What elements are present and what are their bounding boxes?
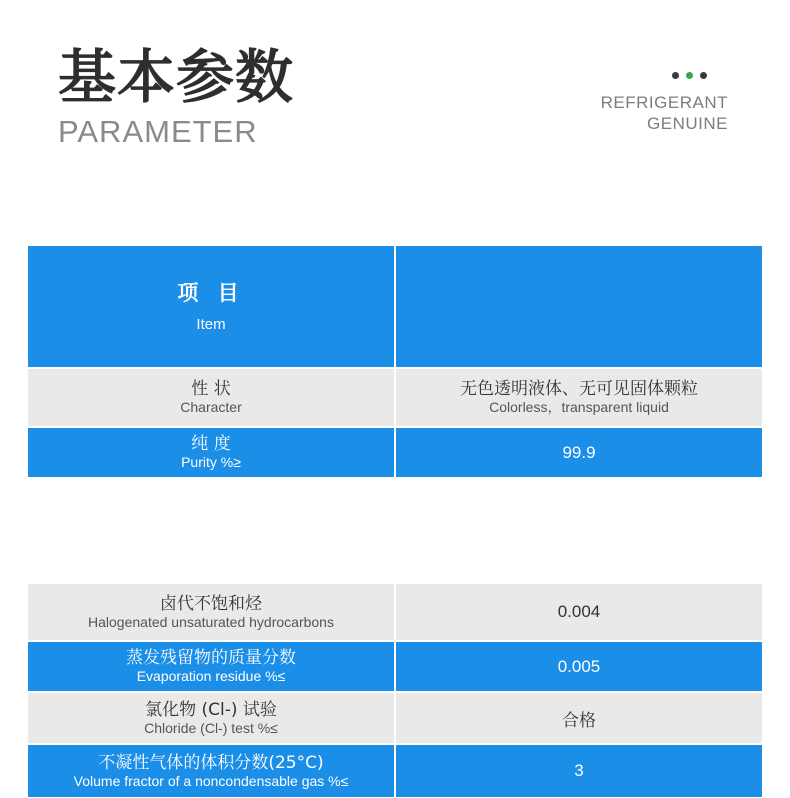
row-value: 3 <box>574 761 584 780</box>
row-label-cn: 不凝性气体的体积分数(25°C) <box>98 752 324 773</box>
row-label-cn: 卤代不饱和烃 <box>160 593 262 614</box>
row-value-en: Colorless，transparent liquid <box>489 399 669 415</box>
row-label-en: Volume fractor of a noncondensable gas %≤ <box>73 772 349 789</box>
dot-icon <box>700 72 707 79</box>
row-value-cell <box>396 369 762 426</box>
row-label-cell <box>28 584 394 640</box>
row-label-cell <box>28 693 394 743</box>
header-label-cn: 项 目 <box>177 281 245 305</box>
row-label-cell <box>28 369 394 426</box>
table-row <box>28 745 762 797</box>
header-label-cell <box>28 246 394 367</box>
table-row <box>28 584 762 640</box>
row-label-cell <box>28 428 394 477</box>
brand-line-1: REFRIGERANT <box>600 93 728 112</box>
row-value-cell <box>396 584 762 640</box>
header-label-en: Item <box>196 316 226 333</box>
decorative-dots <box>672 72 707 79</box>
row-value-cell <box>396 693 762 743</box>
row-label-en: Chloride (Cl-) test %≤ <box>144 719 278 736</box>
row-label-en: Halogenated unsaturated hydrocarbons <box>88 613 334 630</box>
row-label-cn: 蒸发残留物的质量分数 <box>126 648 296 668</box>
table-header-row <box>28 246 762 367</box>
parameter-table-1 <box>28 246 762 477</box>
table-row <box>28 642 762 691</box>
row-value: 99.9 <box>562 442 596 462</box>
row-value-cn: 无色透明液体、无可见固体颗粒 <box>460 379 698 399</box>
row-label-cn: 氯化物 (Cl-) 试验 <box>145 699 277 720</box>
row-value-cell <box>396 745 762 797</box>
row-label-en: Purity %≥ <box>181 454 241 470</box>
table-row <box>28 428 762 477</box>
row-label-cell <box>28 745 394 797</box>
table-row <box>28 369 762 426</box>
row-label-cn: 纯 度 <box>191 434 231 454</box>
row-label-en: Character <box>180 399 242 415</box>
row-value: 0.005 <box>557 656 601 676</box>
dot-icon <box>672 72 679 79</box>
dot-icon <box>686 72 693 79</box>
page-title-en: PARAMETER <box>58 114 258 149</box>
brand-line-2: GENUINE <box>647 114 728 133</box>
page-title-cn: 基本参数 <box>58 43 295 111</box>
header-value-cell <box>396 246 762 367</box>
row-value-cell <box>396 428 762 477</box>
row-label-en: Evaporation residue %≤ <box>136 668 286 684</box>
row-label-cell <box>28 642 394 691</box>
row-value: 0.004 <box>557 602 601 621</box>
row-label-cn: 性 状 <box>191 379 231 399</box>
brand-text <box>601 92 728 134</box>
row-value-cell <box>396 642 762 691</box>
row-value: 合格 <box>562 710 596 730</box>
parameter-table-2 <box>28 584 762 797</box>
table-row <box>28 693 762 743</box>
